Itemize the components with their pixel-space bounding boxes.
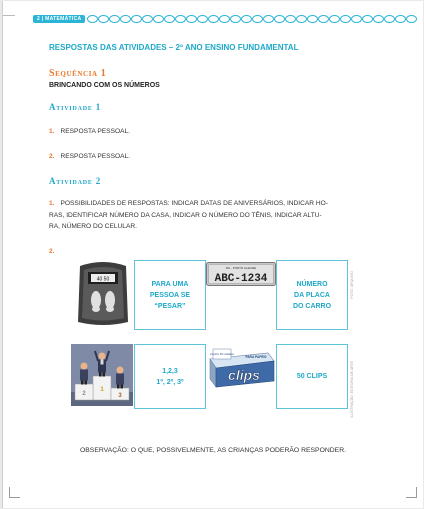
decorative-circle [362,15,373,23]
decorative-circle [164,15,175,23]
page-title: RESPOSTAS DAS ATIVIDADES – 2º ANO ENSINO FUNDAMENTAL [49,43,299,52]
cut-line [3,15,15,22]
illustration-credit: ILUSTRAÇÃO: EDITORIA DE ARTE [350,361,354,418]
decorative-circle [87,15,98,23]
decorative-circle [131,15,142,23]
page [2,1,423,508]
caption-line: PESSOA SE [149,291,191,299]
caption-line: 1º, 2º, 3º [156,378,184,386]
scale-caption-box [134,260,206,330]
caption-line: NÚMERO [296,280,328,288]
license-plate-image [206,262,276,291]
crop-mark-bottom-right [406,487,417,498]
item-text: RESPOSTA PESSOAL. [60,128,131,135]
activity-2-heading: Atividade 2 [49,176,102,186]
item-number: 2. [49,248,55,255]
scale-readout: 40 50 [96,276,110,283]
line-text: POSSIBILIDADES DE RESPOSTAS: INDICAR DATAS DE ANIVERSÁRIOS, INDICAR HO- [60,200,328,207]
decorative-circle [230,15,241,23]
activity-2-item-2 [49,248,61,255]
decorative-circle [120,15,131,23]
caption-line: PARA UMA [151,280,189,288]
decorative-circle [351,15,362,23]
decorative-circle [406,15,417,23]
activity-1-item-2 [49,153,130,160]
caption-line: DA PLACA [294,291,330,299]
activity-2-item-1 [49,198,381,233]
photo-credit: FOTO: ARQUIVO [350,271,354,299]
activity-1-heading: Atividade 1 [49,102,102,112]
bathroom-scale-image [74,260,132,333]
plate-state-text: RS - PORTO ALEGRE [225,266,257,270]
item-number: 2. [49,153,55,160]
decorative-circle [186,15,197,23]
item-number: 1. [49,200,55,207]
decorative-circle [175,15,186,23]
decorative-circles [87,15,417,23]
decorative-circle [208,15,219,23]
podium-first: 1 [100,387,104,393]
decorative-circle [340,15,351,23]
decorative-circle [197,15,208,23]
clips-box-image [208,347,276,396]
decorative-circle [318,15,329,23]
item-number: 1. [49,128,55,135]
clips-count-label: Contém 50 unidades [210,353,234,356]
podium-image [71,344,133,411]
sequence-heading: Sequência 1 [49,68,107,79]
clips-type-label: PARA PAPÉIS [245,355,267,359]
decorative-circle [142,15,153,23]
clips-caption-box [276,344,348,409]
decorative-circle [395,15,406,23]
subject-tag: 2 | MATEMÁTICA [33,15,85,23]
decorative-circle [109,15,120,23]
decorative-circle [263,15,274,23]
observation-note: OBSERVAÇÃO: O QUE, POSSIVELMENTE, AS CRIANÇAS PODERÃO RESPONDER. [79,447,347,454]
clips-brand: clips [228,367,260,383]
decorative-circle [153,15,164,23]
item-text: RESPOSTA PESSOAL. [60,153,131,160]
header-bar [33,14,417,24]
decorative-circle [307,15,318,23]
paragraph-line [49,198,381,210]
decorative-circle [296,15,307,23]
caption-line: 1,2,3 [162,367,178,375]
decorative-circle [252,15,263,23]
sequence-subtitle: BRINCANDO COM OS NÚMEROS [49,82,160,89]
caption-line: “PESAR” [154,302,186,310]
podium-third: 3 [118,393,122,399]
decorative-circle [219,15,230,23]
decorative-circle [373,15,384,23]
decorative-circle [98,15,109,23]
caption-line: DO CARRO [292,302,332,310]
paragraph-line: RAS, IDENTIFICAR NÚMERO DA CASA, INDICAR O NÚMERO DO TÊNIS, INDICAR ALTU- [49,211,322,219]
decorative-circle [285,15,296,23]
podium-second: 2 [82,391,86,397]
plate-number-text: ABC-1234 [214,273,268,285]
plate-caption-box [276,260,348,330]
decorative-circle [241,15,252,23]
crop-mark-bottom-left [9,487,20,498]
podium-caption-box [134,344,206,409]
caption-line: 50 CLIPS [296,373,328,380]
decorative-circle [329,15,340,23]
decorative-circle [384,15,395,23]
activity-1-item-1 [49,128,130,135]
paragraph-line: RA, NÚMERO DO CELULAR. [49,223,137,230]
decorative-circle [274,15,285,23]
